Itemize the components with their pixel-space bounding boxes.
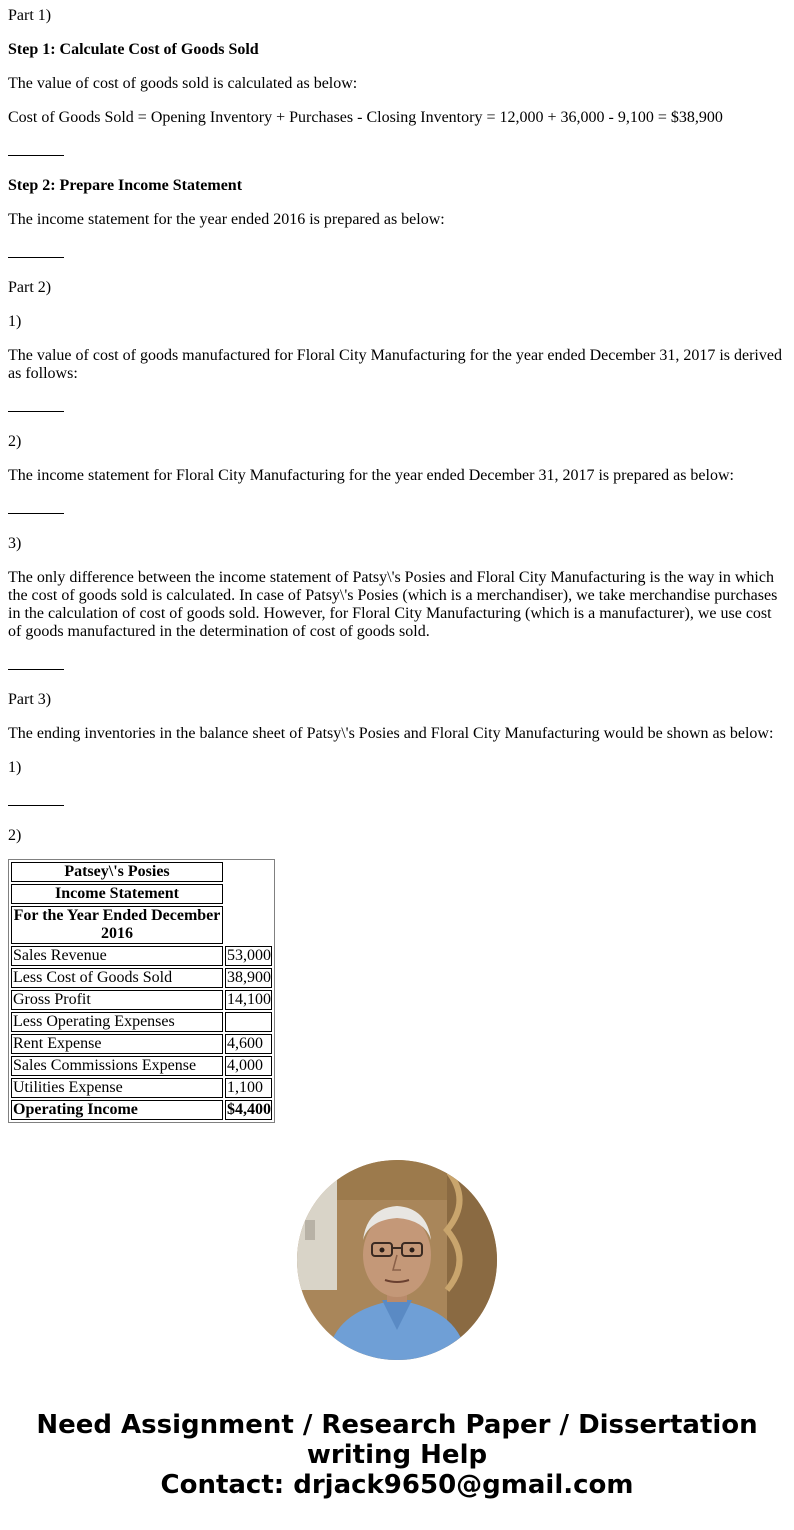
row-value: 38,900: [227, 969, 271, 986]
part2-label: Part 2): [8, 279, 52, 296]
table-row: [11, 1012, 272, 1032]
part3-intro: The ending inventories in the balance sheet of Patsy\'s Posies and Floral City Manufacturing would be shown as below:: [8, 725, 774, 742]
row-label: Utilities Expense: [11, 1078, 223, 1098]
separator: [8, 143, 786, 161]
table-header-row: [11, 884, 272, 904]
statement-period: For the Year Ended December 2016: [11, 906, 223, 944]
part3-label: Part 3): [8, 691, 52, 708]
company-name: Patsey\'s Posies: [11, 862, 223, 882]
row-label: Gross Profit: [11, 990, 223, 1010]
row-value: 4,000: [225, 1056, 272, 1076]
row-value: 53,000: [227, 947, 271, 964]
table-header-row: [11, 906, 272, 944]
part2-item3-label: 3): [8, 535, 22, 552]
row-label: Less Cost of Goods Sold: [11, 968, 223, 988]
part1-label: Part 1): [8, 7, 52, 24]
promo-contact: Contact: drjack9650@gmail.com: [160, 1470, 634, 1500]
table-row: [11, 1056, 272, 1076]
statement-title: Income Statement: [11, 884, 223, 904]
separator: [8, 399, 786, 417]
step1-title: Step 1: Calculate Cost of Goods Sold: [8, 41, 259, 58]
part2-item1-label: 1): [8, 313, 22, 330]
row-label: Less Operating Expenses: [11, 1012, 223, 1032]
row-value: 1,100: [225, 1078, 272, 1098]
row-label: Rent Expense: [11, 1034, 223, 1054]
table-row: [11, 1078, 272, 1098]
table-total-row: [11, 1100, 272, 1120]
row-label: Sales Commissions Expense: [11, 1056, 223, 1076]
promo-banner: [0, 1410, 794, 1500]
part2-item2-text: The income statement for Floral City Manufacturing for the year ended December 31, 2017 is prepared as below:: [8, 467, 734, 484]
row-label: Sales Revenue: [11, 946, 223, 966]
step1-intro: The value of cost of goods sold is calculated as below:: [8, 75, 358, 92]
row-value: [225, 1012, 272, 1032]
row-value: 14,100: [227, 991, 271, 1008]
portrait-illustration: [297, 1160, 497, 1360]
separator: [8, 245, 786, 263]
part3-item2-label: 2): [8, 827, 22, 844]
solution-content: [0, 7, 794, 1123]
table-header-row: [11, 862, 272, 882]
step2-title: Step 2: Prepare Income Statement: [8, 177, 243, 194]
part2-item1-text: The value of cost of goods manufactured for Floral City Manufacturing for the year ended December 31, 2017 is derived as follows:: [8, 347, 782, 382]
step2-intro: The income statement for the year ended 2016 is prepared as below:: [8, 211, 445, 228]
total-label: Operating Income: [11, 1100, 223, 1120]
table-row: [11, 1034, 272, 1054]
table-row: [11, 968, 272, 988]
part3-item1-label: 1): [8, 759, 22, 776]
part2-item2-label: 2): [8, 433, 22, 450]
promo-line1: Need Assignment / Research Paper / Dissertation writing Help: [36, 1410, 758, 1470]
total-value: $4,400: [227, 1101, 271, 1118]
author-photo: [297, 1160, 497, 1360]
table-row: [11, 946, 272, 966]
income-statement-table: [8, 859, 275, 1123]
row-value: 4,600: [225, 1034, 272, 1054]
separator: [8, 793, 786, 811]
table-row: [11, 990, 272, 1010]
part2-item3-text: The only difference between the income statement of Patsy\'s Posies and Floral City Manufacturing is the way in which the cost of goods sold is calculated. In case of Patsy\'s Posies (which is a merchandiser), we take merchandise purchases in the calculation of cost of goods sold. However, for Floral City Manufacturing (which is a manufacturer), we use cost of goods manufactured in the determination of cost of goods sold.: [8, 569, 778, 640]
separator: [8, 657, 786, 675]
separator: [8, 501, 786, 519]
step1-formula: Cost of Goods Sold = Opening Inventory + Purchases - Closing Inventory = 12,000 + 36,000 - 9,100 = $38,900: [8, 109, 723, 126]
